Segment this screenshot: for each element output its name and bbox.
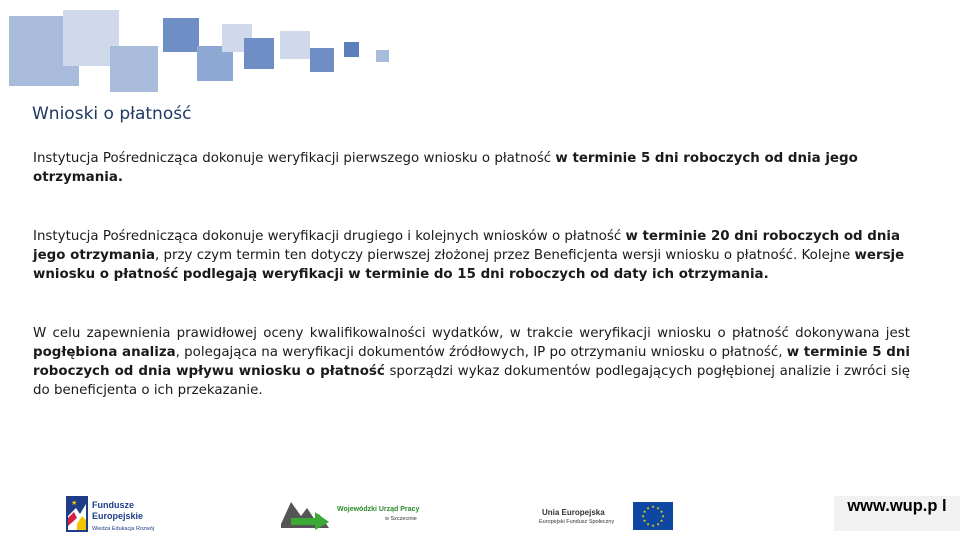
- wup-logo-line2: w Szczecinie: [385, 516, 417, 522]
- deco-square: [344, 42, 359, 57]
- deco-square: [376, 50, 389, 62]
- slide-title: Wnioski o płatność: [32, 104, 192, 124]
- fe-logo-line2: Europejskie: [92, 511, 144, 521]
- bold-text-run: w terminie 5 dni roboczych od dnia jego otrzymania.: [33, 151, 858, 185]
- text-run: Instytucja Pośrednicząca dokonuje weryfikacji pierwszego wniosku o płatność: [33, 151, 556, 166]
- eu-logo-line2: Europejski Fundusz Społeczny: [539, 519, 615, 525]
- svg-text:★: ★: [71, 499, 78, 507]
- svg-text:★: ★: [646, 505, 650, 511]
- fe-logo-line3: Wiedza Edukacja Rozwój: [92, 526, 155, 532]
- svg-text:★: ★: [661, 513, 665, 519]
- svg-text:★: ★: [642, 509, 647, 514]
- wup-logo-icon: [281, 498, 333, 530]
- text-run: Instytucja Pośrednicząca dokonuje weryfikacji drugiego i kolejnych wniosków o płatność: [33, 229, 626, 244]
- fe-logo-icon: [66, 496, 88, 532]
- footer: [0, 488, 960, 540]
- text-run: , przy czym termin ten dotyczy pierwszej złożonej przez Beneficjenta wersji wniosku o płatność. Kolejne: [155, 248, 855, 263]
- wup-logo-line1: Wojewódzki Urząd Pracy: [337, 506, 420, 513]
- bold-text-run: w terminie 20 dni roboczych od dnia jego otrzymania: [33, 229, 901, 263]
- text-run: W celu zapewnienia prawidłowej oceny kwalifikowalności wydatków, w trakcie weryfikacji wniosku o płatność dokonywana jest: [33, 326, 910, 341]
- bold-text-run: w terminie 5 dni roboczych od dnia wpływu wniosku o płatność: [33, 345, 910, 379]
- svg-text:★: ★: [659, 518, 664, 523]
- bold-text-run: wersje wniosku o płatność podlegają weryfikacji w terminie do 15 dni roboczych od daty ich otrzymania.: [33, 248, 905, 282]
- svg-text:★: ★: [656, 505, 660, 511]
- svg-text:★: ★: [646, 521, 650, 527]
- svg-text:★: ★: [651, 504, 655, 509]
- fe-logo-line1: Fundusze: [92, 500, 134, 510]
- svg-text:★: ★: [659, 509, 664, 514]
- text-run: sporządzi wykaz dokumentów podlegających pogłębionej analizie i zwróci się do beneficjenta o ich przekazanie.: [33, 364, 910, 398]
- svg-text:★: ★: [656, 521, 660, 527]
- svg-text:★: ★: [641, 513, 645, 519]
- paragraph-1: [33, 149, 910, 187]
- paragraph-3: [33, 324, 910, 400]
- bold-text-run: pogłębiona analiza: [33, 345, 176, 360]
- svg-text:★: ★: [642, 518, 647, 523]
- eu-logo-line1: Unia Europejska: [542, 508, 605, 517]
- website-url[interactable]: www.wup.p l: [834, 496, 960, 531]
- eu-logo: [537, 500, 677, 532]
- deco-square: [163, 18, 199, 52]
- eu-flag-icon: [633, 502, 673, 530]
- svg-text:★: ★: [651, 523, 655, 528]
- wup-logo: [281, 496, 431, 536]
- deco-square: [280, 31, 310, 59]
- paragraph-2: [33, 227, 910, 284]
- deco-square: [310, 48, 334, 72]
- fe-logo: [66, 494, 176, 536]
- deco-square: [110, 46, 158, 92]
- deco-square: [244, 38, 274, 69]
- text-run: , polegająca na weryfikacji dokumentów źródłowych, IP po otrzymaniu wniosku o płatność,: [175, 345, 787, 360]
